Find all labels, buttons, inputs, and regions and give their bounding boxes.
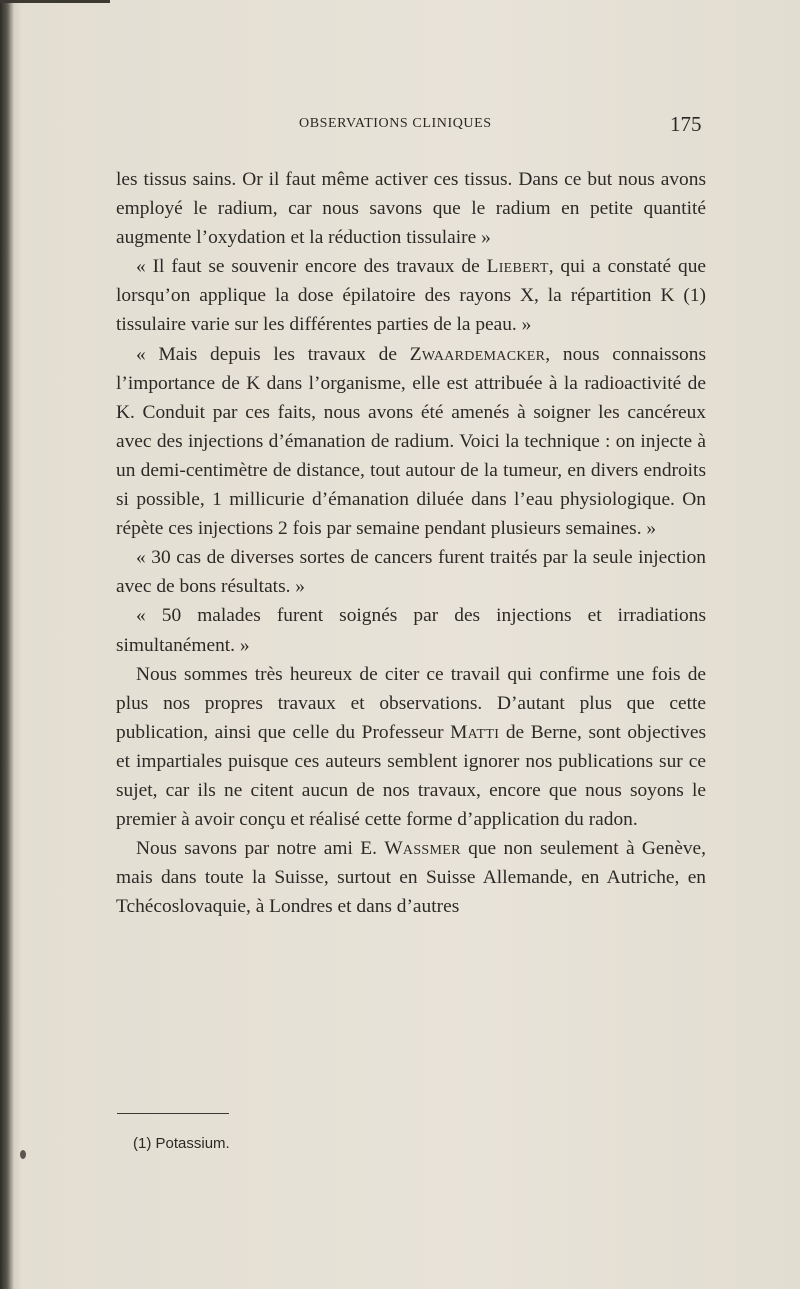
footnote-rule: [117, 1113, 229, 1114]
author-name-wassmer: Wassmer: [384, 838, 461, 860]
author-name-zwaardemacker: Zwaardemacker: [409, 343, 546, 365]
paragraph-4: [116, 543, 706, 601]
paragraph-6: [116, 660, 706, 835]
paragraph-5-text: « 50 malades furent soignés par des injections et irradiations simultanément. »: [116, 605, 706, 656]
running-head: OBSERVATIONS CLINIQUES: [299, 116, 492, 131]
paragraph-2-text-a: « Il faut se souvenir encore des travaux de: [136, 256, 487, 278]
top-edge-line: [0, 0, 110, 3]
paragraph-3-text-a: « Mais depuis les travaux de: [136, 343, 410, 365]
paragraph-3-text-b: , nous connaissons l’importance de K dans l’organisme, elle est attribuée à la radioactivité de K. Conduit par ces faits, nous avons été amenés à soigner les cancéreux avec des injections d’émanation de radium. Voici la technique : on injecte à un demi-centimètre de distance, tout autour de la tumeur, en divers endroits si possible, 1 millicurie d’émanation diluée dans l’eau physiologique. On répète ces injections 2 fois par semaine pendant plusieurs semaines. »: [116, 343, 706, 540]
paragraph-6-text-b: de Berne, sont objectives et impartiales puisque ces auteurs semblent ignorer nos publications sur ce sujet, car ils ne citent aucun de nos travaux, encore que nous soyons le premier à avoir conçu et réalisé cette forme d’application du radon.: [116, 721, 706, 831]
paragraph-2-text-b: , qui a constaté que lorsqu’on applique la dose épilatoire des rayons X, la répartition K (1) tissulaire varie sur les différentes parties de la peau. »: [116, 256, 706, 336]
page-binding-shadow: [0, 0, 14, 1289]
paragraph-7: [116, 834, 706, 921]
page-number: 175: [670, 112, 702, 136]
paragraph-6-text-a: Nous sommes très heureux de citer ce travail qui confirme une fois de plus nos propres travaux et observations. D’autant plus que cette publication, ainsi que celle du Professeur: [116, 663, 706, 743]
author-name-matti: Matti: [450, 721, 500, 743]
footnote: (1) Potassium.: [133, 1135, 230, 1152]
paragraph-4-text: « 30 cas de diverses sortes de cancers furent traités par la seule injection avec de bons résultats. »: [116, 547, 706, 598]
paragraph-5: [116, 601, 706, 659]
margin-ink-speck: [20, 1150, 26, 1159]
paragraph-2: [116, 252, 706, 339]
author-name-liebert: Liebert: [486, 256, 549, 278]
paragraph-1: [116, 165, 706, 252]
paragraph-1-text: les tissus sains. Or il faut même activer ces tissus. Dans ce but nous avons employé le radium, car nous savons que le radium en petite quantité augmente l’oxydation et la réduction tissulaire »: [116, 169, 706, 249]
paragraph-7-text-a: Nous savons par notre ami E.: [136, 838, 385, 860]
paragraph-7-text-b: que non seulement à Genève, mais dans toute la Suisse, surtout en Suisse Allemande, en Autriche, en Tchécoslovaquie, à Londres et dans d’autres: [116, 838, 706, 918]
paragraph-3: [116, 340, 706, 544]
main-text: [116, 165, 706, 921]
